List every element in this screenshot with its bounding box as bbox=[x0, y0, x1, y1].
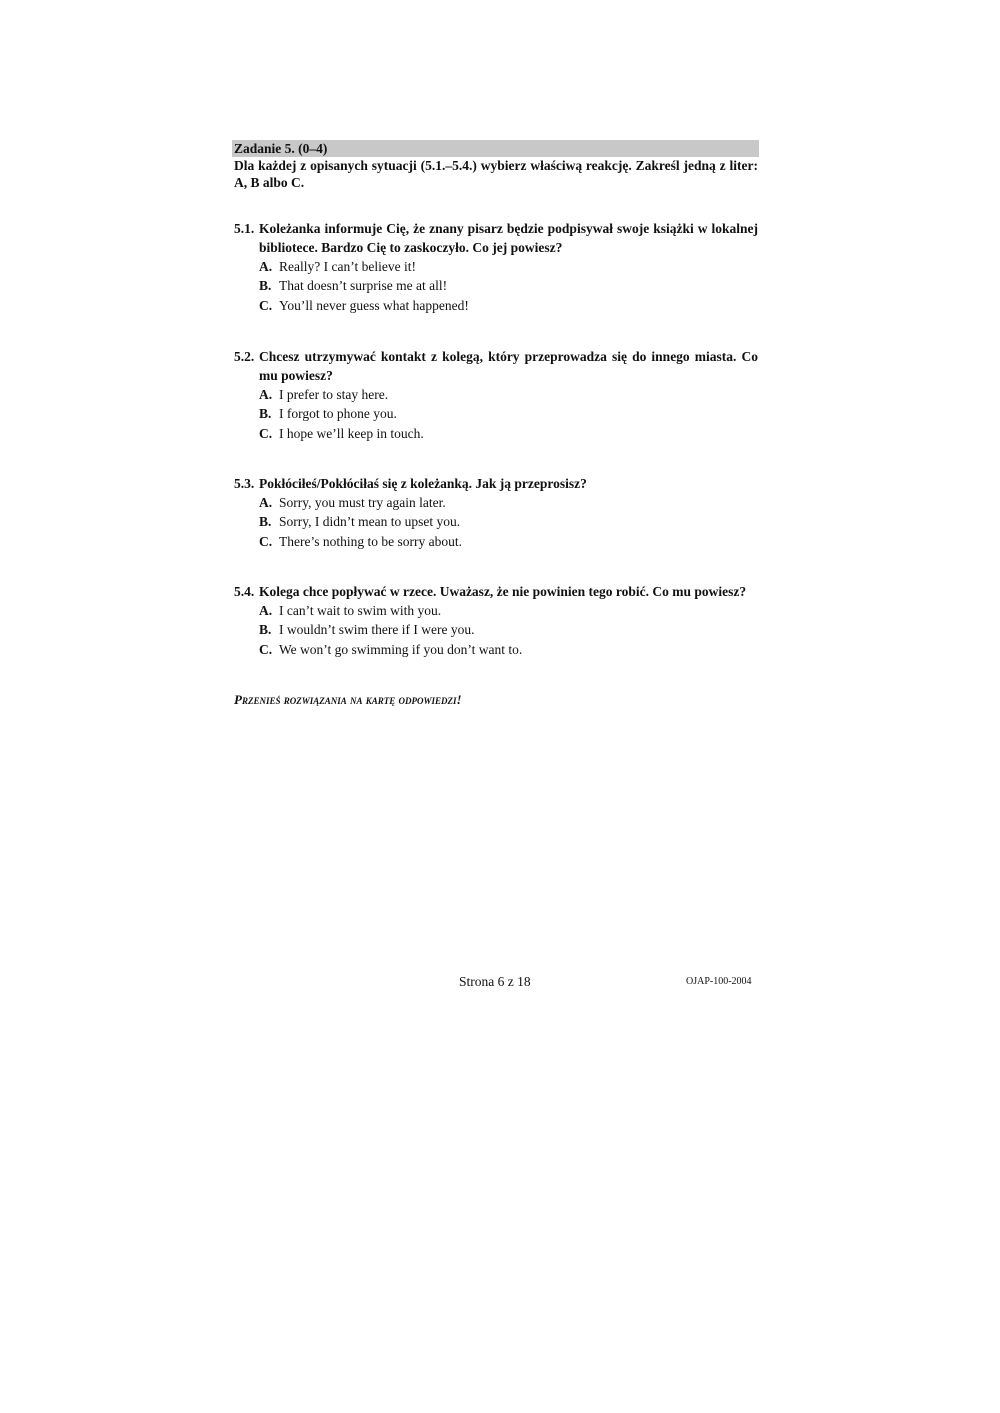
option-a[interactable] bbox=[234, 257, 758, 276]
option-b[interactable] bbox=[234, 620, 758, 639]
option-text: Sorry, I didn’t mean to upset you. bbox=[279, 514, 461, 530]
question-number: 5.3. bbox=[234, 476, 255, 491]
option-letter[interactable]: A. bbox=[259, 495, 273, 510]
document-code: OJAP-100-2004 bbox=[686, 976, 752, 987]
question-5-1 bbox=[234, 219, 758, 315]
option-a[interactable] bbox=[234, 493, 758, 512]
option-c[interactable] bbox=[234, 640, 758, 659]
page-number: Strona 6 z 18 bbox=[459, 974, 531, 989]
task-header-bar bbox=[232, 140, 759, 157]
option-letter[interactable]: B. bbox=[259, 278, 272, 294]
question-prompt bbox=[234, 219, 758, 257]
option-b[interactable] bbox=[234, 404, 758, 423]
option-letter[interactable]: A. bbox=[259, 259, 273, 274]
option-letter[interactable]: C. bbox=[259, 425, 273, 441]
option-text: You’ll never guess what happened! bbox=[279, 297, 469, 313]
option-c[interactable] bbox=[234, 424, 758, 443]
option-letter[interactable]: B. bbox=[259, 406, 272, 422]
option-letter[interactable]: C. bbox=[259, 297, 273, 313]
option-text: Really? I can’t believe it! bbox=[279, 259, 416, 274]
option-b[interactable] bbox=[234, 276, 758, 295]
option-text: I wouldn’t swim there if I were you. bbox=[279, 622, 475, 638]
question-number: 5.2. bbox=[234, 349, 255, 364]
question-5-3 bbox=[234, 474, 758, 551]
option-letter[interactable]: B. bbox=[259, 622, 272, 638]
option-a[interactable] bbox=[234, 601, 758, 620]
task-title: Zadanie 5. (0–4) bbox=[234, 141, 328, 156]
option-text: I prefer to stay here. bbox=[279, 387, 389, 402]
option-letter[interactable]: B. bbox=[259, 514, 272, 530]
question-5-4 bbox=[234, 582, 758, 659]
option-text: I hope we’ll keep in touch. bbox=[279, 425, 424, 441]
question-text: Chcesz utrzymywać kontakt z kolegą, który przeprowadza się do innego miasta. Co mu powiesz? bbox=[259, 349, 758, 383]
option-text: That doesn’t surprise me at all! bbox=[279, 278, 448, 294]
option-b[interactable] bbox=[234, 512, 758, 531]
option-letter[interactable]: C. bbox=[259, 641, 273, 657]
option-text: We won’t go swimming if you don’t want to. bbox=[279, 641, 523, 657]
option-letter[interactable]: A. bbox=[259, 603, 273, 618]
task-instruction: Dla każdej z opisanych sytuacji (5.1.–5.4.) wybierz właściwą reakcję. Zakreśl jedną z liter: A, B albo C. bbox=[234, 158, 758, 190]
question-text: Pokłóciłeś/Pokłóciłaś się z koleżanką. Jak ją przeprosisz? bbox=[259, 476, 587, 491]
option-letter[interactable]: C. bbox=[259, 533, 273, 549]
option-letter[interactable]: A. bbox=[259, 387, 273, 402]
question-5-2 bbox=[234, 347, 758, 443]
option-c[interactable] bbox=[234, 296, 758, 315]
question-prompt bbox=[234, 347, 758, 385]
question-number: 5.4. bbox=[234, 584, 255, 599]
option-text: Sorry, you must try again later. bbox=[279, 495, 446, 510]
question-prompt bbox=[234, 582, 758, 601]
transfer-note: Przenieś rozwiązania na kartę odpowiedzi! bbox=[234, 692, 462, 707]
question-prompt bbox=[234, 474, 758, 493]
option-text: I forgot to phone you. bbox=[279, 406, 397, 422]
question-text: Koleżanka informuje Cię, że znany pisarz będzie podpisywał swoje książki w lokalnej bibliotece. Bardzo Cię to zaskoczyło. Co jej powiesz? bbox=[259, 221, 758, 255]
option-c[interactable] bbox=[234, 532, 758, 551]
question-number: 5.1. bbox=[234, 221, 255, 236]
option-text: I can’t wait to swim with you. bbox=[279, 603, 442, 618]
option-text: There’s nothing to be sorry about. bbox=[279, 533, 462, 549]
option-a[interactable] bbox=[234, 385, 758, 404]
question-text: Kolega chce popływać w rzece. Uważasz, że nie powinien tego robić. Co mu powiesz? bbox=[259, 584, 747, 599]
